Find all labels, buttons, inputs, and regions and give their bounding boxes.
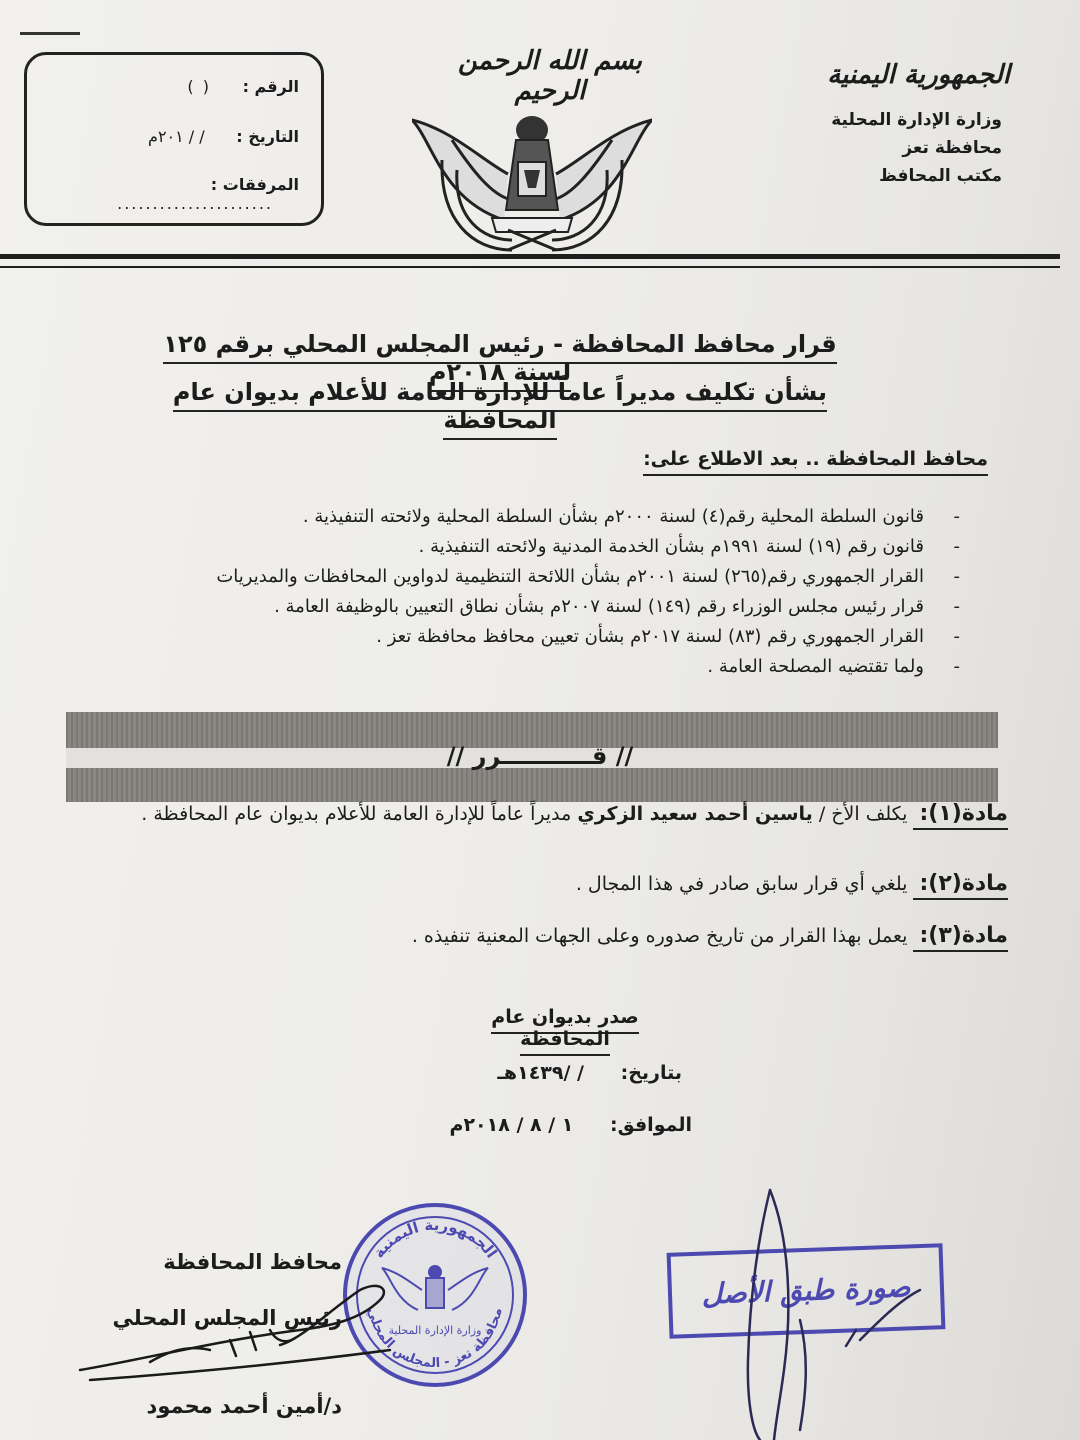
signatory-name: د/أمين أحمد محمود — [146, 1394, 342, 1418]
reference-box — [24, 52, 324, 226]
article-label: مادة(١): — [913, 801, 1008, 830]
list-item: - قانون رقم (١٩) لسنة ١٩٩١م بشأن الخدمة المدنية ولائحته التنفيذية . — [100, 532, 960, 562]
republic-name: الجمهورية اليمنية — [827, 60, 1010, 90]
issued-at: صدر بديوان عام المحافظة — [450, 1006, 680, 1050]
ref-number-row — [187, 77, 299, 96]
decision-label: // قـــــــــــرر // — [446, 742, 634, 770]
header-divider-thin — [0, 266, 1060, 268]
gregorian-date-label: الموافق: — [610, 1114, 692, 1136]
considerations-list — [100, 502, 960, 682]
ref-number-value: ( ) — [187, 77, 211, 96]
article-3: مادة(٣): يعمل بهذا القرار من تاريخ صدوره وعلى الجهات المعنية تنفيذه . — [88, 918, 1008, 954]
list-item: - القرار الجمهوري رقم (٨٣) لسنة ٢٠١٧م بشأن تعيين محافظ محافظة تعز . — [100, 622, 960, 652]
stamp-bottom-text: محافظة تعز - المجلس المحلي — [364, 1306, 506, 1372]
list-item: - قانون السلطة المحلية رقم(٤) لسنة ٢٠٠٠م بشأن السلطة المحلية ولائحته التنفيذية . — [100, 502, 960, 532]
ref-date-label: التاريخ : — [236, 127, 299, 146]
article-label: مادة(٢): — [913, 871, 1008, 900]
official-stamp — [340, 1200, 530, 1390]
article-label: مادة(٣): — [913, 923, 1008, 952]
preamble-heading: محافظ المحافظة .. بعد الاطلاع على: — [643, 448, 988, 476]
ref-date-row — [148, 127, 299, 146]
ref-date-value: / / ٢٠١م — [148, 127, 205, 146]
header-divider-thick — [0, 254, 1060, 259]
hijri-date-label: بتاريخ: — [620, 1062, 682, 1084]
office-name: مكتب المحافظ — [879, 166, 1002, 186]
signatory-title: محافظ المحافظة — [163, 1250, 342, 1274]
gregorian-date-value: ١ / ٨ / ٢٠١٨م — [449, 1114, 574, 1136]
ref-attachments-row — [27, 175, 299, 213]
stamp-ministry-text: وزارة الإدارة المحلية — [388, 1324, 482, 1337]
list-item: - قرار رئيس مجلس الوزراء رقم (١٤٩) لسنة ٢٠٠٧م بشأن نطاق التعيين بالوظيفة العامة . — [100, 592, 960, 622]
gregorian-date — [450, 1114, 693, 1136]
ref-number-label: الرقم : — [242, 77, 299, 96]
article-2: مادة(٢): يلغي أي قرار سابق صادر في هذا المجال . — [88, 866, 1008, 902]
governorate-name: محافظة تعز — [902, 138, 1002, 158]
hijri-date — [497, 1062, 682, 1084]
decree-title: قرار محافظ المحافظة - رئيس المجلس المحلي برقم ١٢٥ لسنة ٢٠١٨م — [150, 330, 850, 386]
letterhead-right — [770, 60, 1010, 190]
ref-attachments-value: ...................... — [117, 194, 273, 213]
top-mark — [20, 32, 80, 35]
list-item: - القرار الجمهوري رقم(٢٦٥) لسنة ٢٠٠١م بشأن اللائحة التنظيمية لدواوين المحافظات والمديريات — [100, 562, 960, 592]
yemen-emblem-icon — [412, 100, 652, 260]
stamp-top-text: الجمهورية اليمنية — [369, 1215, 501, 1262]
ministry-name: وزارة الإدارة المحلية — [831, 110, 1002, 130]
ref-attachments-label: المرفقات : — [210, 175, 299, 194]
signatory-title-2: رئيس المجلس المحلي — [112, 1306, 342, 1330]
true-copy-stamp: صورة طبق الأصل — [667, 1243, 946, 1339]
article-1: مادة(١): يكلف الأخ / ياسين أحمد سعيد الزكري مديراً عاماً للإدارة العامة للأعلام بديوان عام المحافظة . — [88, 796, 1008, 832]
appointee-name: ياسين أحمد سعيد الزكري — [577, 803, 813, 825]
decree-subject: بشأن تكليف مديراً عاماً للإدارة العامة للأعلام بديوان عام المحافظة — [150, 378, 850, 434]
list-item: - ولما تقتضيه المصلحة العامة . — [100, 652, 960, 682]
basmala: بسم الله الرحمن الرحيم — [458, 46, 642, 106]
hijri-date-value: / /١٤٣٩هـ — [497, 1062, 584, 1084]
